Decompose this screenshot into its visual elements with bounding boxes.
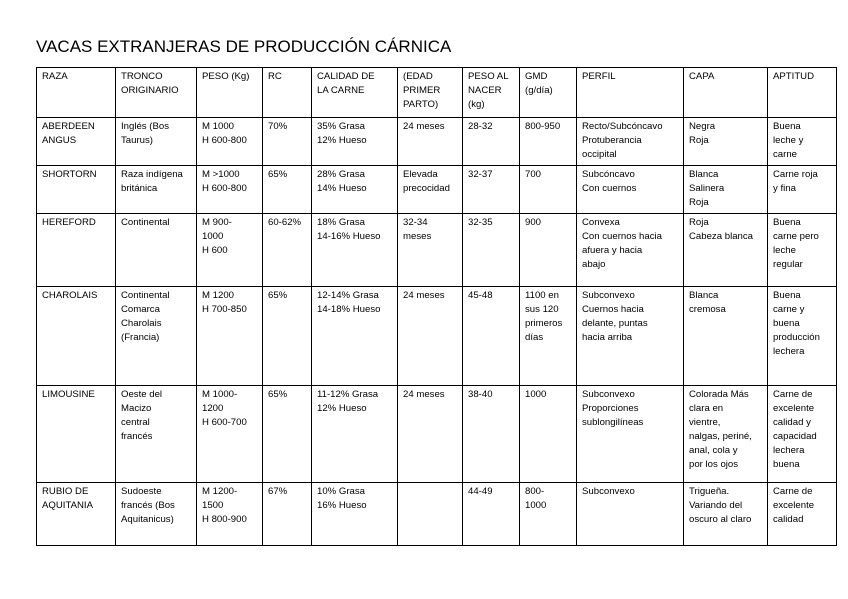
cell-calidad: 18% Grasa 14-16% Hueso xyxy=(312,214,398,287)
cell-tronco: Inglés (Bos Taurus) xyxy=(116,118,197,166)
cell-perfil: Subconvexo Proporciones sublongilíneas xyxy=(577,386,684,483)
header-gmd: GMD (g/día) xyxy=(520,68,577,118)
table-row xyxy=(37,386,837,483)
cell-gmd: 800- 1000 xyxy=(520,483,577,546)
cell-peso-nacer: 38-40 xyxy=(463,386,520,483)
cell-calidad: 12-14% Grasa 14-18% Hueso xyxy=(312,287,398,386)
cell-peso: M 1200 H 700-850 xyxy=(197,287,263,386)
cell-aptitud: Carne de excelente calidad y capacidad lechera buena xyxy=(768,386,837,483)
cell-gmd: 800-950 xyxy=(520,118,577,166)
cell-aptitud: Carne roja y fina xyxy=(768,166,837,214)
cell-capa: Roja Cabeza blanca xyxy=(684,214,768,287)
cell-rc: 65% xyxy=(263,386,312,483)
cell-gmd: 900 xyxy=(520,214,577,287)
cell-capa: Blanca cremosa xyxy=(684,287,768,386)
cell-tronco: Continental Comarca Charolais (Francia) xyxy=(116,287,197,386)
cell-calidad: 10% Grasa 16% Hueso xyxy=(312,483,398,546)
cell-edad xyxy=(398,483,463,546)
table-row xyxy=(37,166,837,214)
cell-edad: 32-34 meses xyxy=(398,214,463,287)
cell-peso: M 900- 1000 H 600 xyxy=(197,214,263,287)
cell-tronco: Oeste del Macizo central francés xyxy=(116,386,197,483)
cell-capa: Trigueña. Variando del oscuro al claro xyxy=(684,483,768,546)
cell-calidad: 28% Grasa 14% Hueso xyxy=(312,166,398,214)
cell-raza: HEREFORD xyxy=(37,214,116,287)
cell-perfil: Convexa Con cuernos hacia afuera y hacia abajo xyxy=(577,214,684,287)
cell-rc: 70% xyxy=(263,118,312,166)
breeds-table xyxy=(36,67,837,546)
cell-gmd: 1000 xyxy=(520,386,577,483)
cell-peso: M 1000 H 600-800 xyxy=(197,118,263,166)
cell-capa: Colorada Más clara en vientre, nalgas, periné, anal, cola y por los ojos xyxy=(684,386,768,483)
cell-capa: Blanca Salinera Roja xyxy=(684,166,768,214)
cell-calidad: 35% Grasa 12% Hueso xyxy=(312,118,398,166)
cell-raza: CHAROLAIS xyxy=(37,287,116,386)
cell-tronco: Sudoeste francés (Bos Aquitanicus) xyxy=(116,483,197,546)
table-row xyxy=(37,287,837,386)
cell-perfil: Recto/Subcóncavo Protuberancia occipital xyxy=(577,118,684,166)
table-header-row xyxy=(37,68,837,118)
header-peso-nacer: PESO AL NACER (kg) xyxy=(463,68,520,118)
cell-edad: 24 meses xyxy=(398,287,463,386)
cell-aptitud: Buena carne y buena producción lechera xyxy=(768,287,837,386)
table-row xyxy=(37,118,837,166)
cell-tronco: Raza indígena británica xyxy=(116,166,197,214)
header-edad-primer-parto: (EDAD PRIMER PARTO) xyxy=(398,68,463,118)
cell-edad: 24 meses xyxy=(398,118,463,166)
cell-perfil: Subconvexo xyxy=(577,483,684,546)
cell-aptitud: Buena carne pero leche regular xyxy=(768,214,837,287)
cell-peso: M >1000 H 600-800 xyxy=(197,166,263,214)
cell-gmd: 1100 en sus 120 primeros días xyxy=(520,287,577,386)
header-peso: PESO (Kg) xyxy=(197,68,263,118)
header-calidad-carne: CALIDAD DE LA CARNE xyxy=(312,68,398,118)
header-tronco-originario: TRONCO ORIGINARIO xyxy=(116,68,197,118)
cell-peso: M 1000- 1200 H 600-700 xyxy=(197,386,263,483)
cell-tronco: Continental xyxy=(116,214,197,287)
header-capa: CAPA xyxy=(684,68,768,118)
cell-rc: 60-62% xyxy=(263,214,312,287)
cell-gmd: 700 xyxy=(520,166,577,214)
header-raza: RAZA xyxy=(37,68,116,118)
cell-aptitud: Carne de excelente calidad xyxy=(768,483,837,546)
header-rc: RC xyxy=(263,68,312,118)
header-perfil: PERFIL xyxy=(577,68,684,118)
cell-peso-nacer: 45-48 xyxy=(463,287,520,386)
cell-peso-nacer: 32-37 xyxy=(463,166,520,214)
cell-perfil: Subconvexo Cuernos hacia delante, puntas hacia arriba xyxy=(577,287,684,386)
document-title: VACAS EXTRANJERAS DE PRODUCCIÓN CÁRNICA xyxy=(36,37,452,56)
cell-raza: ABERDEEN ANGUS xyxy=(37,118,116,166)
header-aptitud: APTITUD xyxy=(768,68,837,118)
cell-rc: 65% xyxy=(263,166,312,214)
cell-raza: RUBIO DE AQUITANIA xyxy=(37,483,116,546)
cell-aptitud: Buena leche y carne xyxy=(768,118,837,166)
cell-edad: Elevada precocidad xyxy=(398,166,463,214)
cell-perfil: Subcóncavo Con cuernos xyxy=(577,166,684,214)
cell-edad: 24 meses xyxy=(398,386,463,483)
cell-peso-nacer: 28-32 xyxy=(463,118,520,166)
cell-peso-nacer: 32-35 xyxy=(463,214,520,287)
table-row xyxy=(37,483,837,546)
cell-rc: 67% xyxy=(263,483,312,546)
table-row xyxy=(37,214,837,287)
cell-raza: SHORTORN xyxy=(37,166,116,214)
cell-peso-nacer: 44-49 xyxy=(463,483,520,546)
cell-peso: M 1200- 1500 H 800-900 xyxy=(197,483,263,546)
cell-raza: LIMOUSINE xyxy=(37,386,116,483)
cell-capa: Negra Roja xyxy=(684,118,768,166)
cell-rc: 65% xyxy=(263,287,312,386)
cell-calidad: 11-12% Grasa 12% Hueso xyxy=(312,386,398,483)
